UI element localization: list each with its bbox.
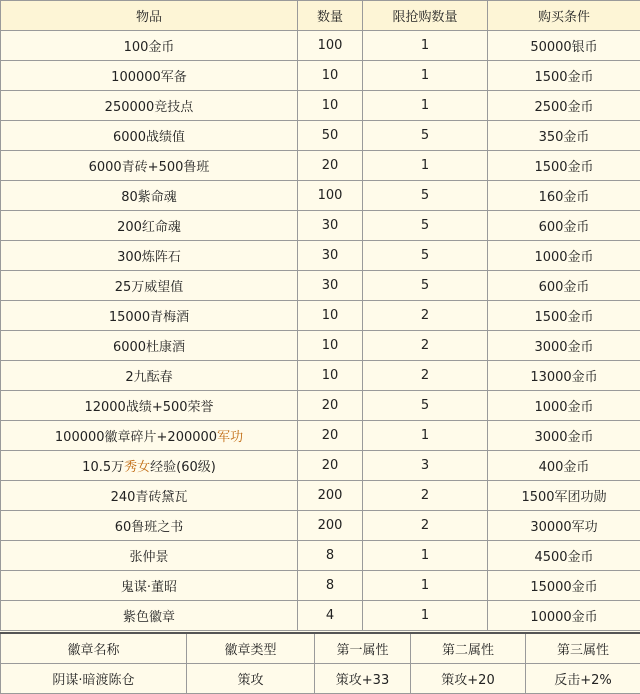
condition-cell: 600金币 xyxy=(488,211,640,241)
limit-cell: 2 xyxy=(363,301,488,331)
quantity-cell: 50 xyxy=(298,121,363,151)
item-text: 100000徽章碎片+200000 xyxy=(54,430,218,445)
limit-cell: 1 xyxy=(363,91,488,121)
quantity-cell: 20 xyxy=(298,421,363,451)
quantity-cell: 20 xyxy=(298,151,363,181)
condition-cell: 2500金币 xyxy=(488,91,640,121)
item-cell: 紫色徽章 xyxy=(1,601,298,631)
table-row xyxy=(1,91,640,121)
header-condition: 购买条件 xyxy=(488,1,640,31)
limit-cell: 2 xyxy=(363,511,488,541)
limit-cell: 5 xyxy=(363,211,488,241)
item-cell: 300炼阵石 xyxy=(1,241,298,271)
condition-cell: 350金币 xyxy=(488,121,640,151)
xiunv-link[interactable]: 秀女 xyxy=(124,460,151,475)
quantity-cell: 10 xyxy=(298,331,363,361)
limit-cell: 1 xyxy=(363,421,488,451)
limit-cell: 5 xyxy=(363,271,488,301)
limit-cell: 1 xyxy=(363,61,488,91)
item-cell: 25万威望值 xyxy=(1,271,298,301)
quantity-cell: 30 xyxy=(298,241,363,271)
condition-cell: 1500金币 xyxy=(488,301,640,331)
limit-cell: 2 xyxy=(363,331,488,361)
condition-cell: 10000金币 xyxy=(488,601,640,631)
item-cell: 6000杜康酒 xyxy=(1,331,298,361)
item-suffix: 经验(60级) xyxy=(150,460,216,475)
limit-cell: 3 xyxy=(363,451,488,481)
badge-table xyxy=(0,632,640,694)
quantity-cell: 20 xyxy=(298,451,363,481)
condition-cell: 3000金币 xyxy=(488,421,640,451)
quantity-cell: 30 xyxy=(298,211,363,241)
table-row xyxy=(1,511,640,541)
item-cell xyxy=(1,421,298,451)
condition-cell: 400金币 xyxy=(488,451,640,481)
item-cell: 100000军备 xyxy=(1,61,298,91)
table-row xyxy=(1,211,640,241)
item-cell: 80紫命魂 xyxy=(1,181,298,211)
table-row xyxy=(1,271,640,301)
condition-cell: 1000金币 xyxy=(488,241,640,271)
quantity-cell: 10 xyxy=(298,61,363,91)
item-cell: 200红命魂 xyxy=(1,211,298,241)
header-badge-name: 徽章名称 xyxy=(1,633,187,664)
item-cell: 100金币 xyxy=(1,31,298,61)
table-row xyxy=(1,571,640,601)
badge-row xyxy=(1,664,640,694)
item-cell: 2九酝春 xyxy=(1,361,298,391)
table-row xyxy=(1,331,640,361)
quantity-cell: 10 xyxy=(298,361,363,391)
condition-cell: 1500金币 xyxy=(488,61,640,91)
table-row xyxy=(1,361,640,391)
quantity-cell: 200 xyxy=(298,511,363,541)
quantity-cell: 20 xyxy=(298,391,363,421)
item-text: 10.5万 xyxy=(82,460,125,475)
limit-cell: 5 xyxy=(363,121,488,151)
limit-cell: 1 xyxy=(363,571,488,601)
table-row xyxy=(1,391,640,421)
limit-cell: 1 xyxy=(363,601,488,631)
badge-header-row xyxy=(1,633,640,664)
table-row xyxy=(1,121,640,151)
condition-cell: 15000金币 xyxy=(488,571,640,601)
limit-cell: 2 xyxy=(363,481,488,511)
condition-cell: 13000金币 xyxy=(488,361,640,391)
shop-header-row xyxy=(1,1,640,31)
header-badge-type: 徽章类型 xyxy=(187,633,315,664)
quantity-cell: 200 xyxy=(298,481,363,511)
header-attr-1: 第一属性 xyxy=(315,633,411,664)
table-row xyxy=(1,151,640,181)
item-cell: 12000战绩+500荣誉 xyxy=(1,391,298,421)
header-attr-3: 第三属性 xyxy=(526,633,640,664)
attr-3-cell: 反击+2% xyxy=(526,664,640,694)
condition-cell: 4500金币 xyxy=(488,541,640,571)
condition-cell: 1500军团功勋 xyxy=(488,481,640,511)
table-row xyxy=(1,301,640,331)
limit-cell: 1 xyxy=(363,541,488,571)
limit-cell: 5 xyxy=(363,391,488,421)
limit-cell: 5 xyxy=(363,241,488,271)
header-quantity: 数量 xyxy=(298,1,363,31)
item-cell: 60鲁班之书 xyxy=(1,511,298,541)
condition-cell: 3000金币 xyxy=(488,331,640,361)
quantity-cell: 4 xyxy=(298,601,363,631)
header-attr-2: 第二属性 xyxy=(411,633,526,664)
table-row xyxy=(1,31,640,61)
item-cell: 250000竞技点 xyxy=(1,91,298,121)
item-cell: 15000青梅酒 xyxy=(1,301,298,331)
table-row xyxy=(1,601,640,631)
attr-2-cell: 策攻+20 xyxy=(411,664,526,694)
item-cell: 6000战绩值 xyxy=(1,121,298,151)
condition-cell: 1500金币 xyxy=(488,151,640,181)
table-row xyxy=(1,241,640,271)
condition-cell: 1000金币 xyxy=(488,391,640,421)
limit-cell: 5 xyxy=(363,181,488,211)
quantity-cell: 8 xyxy=(298,541,363,571)
table-row xyxy=(1,541,640,571)
condition-cell: 600金币 xyxy=(488,271,640,301)
table-row xyxy=(1,481,640,511)
item-cell: 鬼谋·董昭 xyxy=(1,571,298,601)
header-item: 物品 xyxy=(1,1,298,31)
limit-cell: 2 xyxy=(363,361,488,391)
quantity-cell: 10 xyxy=(298,91,363,121)
badge-name-cell: 阴谋·暗渡陈仓 xyxy=(1,664,187,694)
item-cell: 240青砖黛瓦 xyxy=(1,481,298,511)
table-row xyxy=(1,451,640,481)
attr-1-cell: 策攻+33 xyxy=(315,664,411,694)
condition-cell: 50000银币 xyxy=(488,31,640,61)
condition-cell: 160金币 xyxy=(488,181,640,211)
condition-cell: 30000军功 xyxy=(488,511,640,541)
limit-cell: 1 xyxy=(363,151,488,181)
table-row xyxy=(1,61,640,91)
item-cell xyxy=(1,451,298,481)
table-row xyxy=(1,421,640,451)
table-row xyxy=(1,181,640,211)
quantity-cell: 10 xyxy=(298,301,363,331)
quantity-cell: 100 xyxy=(298,181,363,211)
badge-type-cell: 策攻 xyxy=(187,664,315,694)
quantity-cell: 100 xyxy=(298,31,363,61)
quantity-cell: 30 xyxy=(298,271,363,301)
item-cell: 6000青砖+500鲁班 xyxy=(1,151,298,181)
junggong-link[interactable]: 军功 xyxy=(217,430,244,445)
quantity-cell: 8 xyxy=(298,571,363,601)
item-cell: 张仲景 xyxy=(1,541,298,571)
limit-cell: 1 xyxy=(363,31,488,61)
header-limit: 限抢购数量 xyxy=(363,1,488,31)
